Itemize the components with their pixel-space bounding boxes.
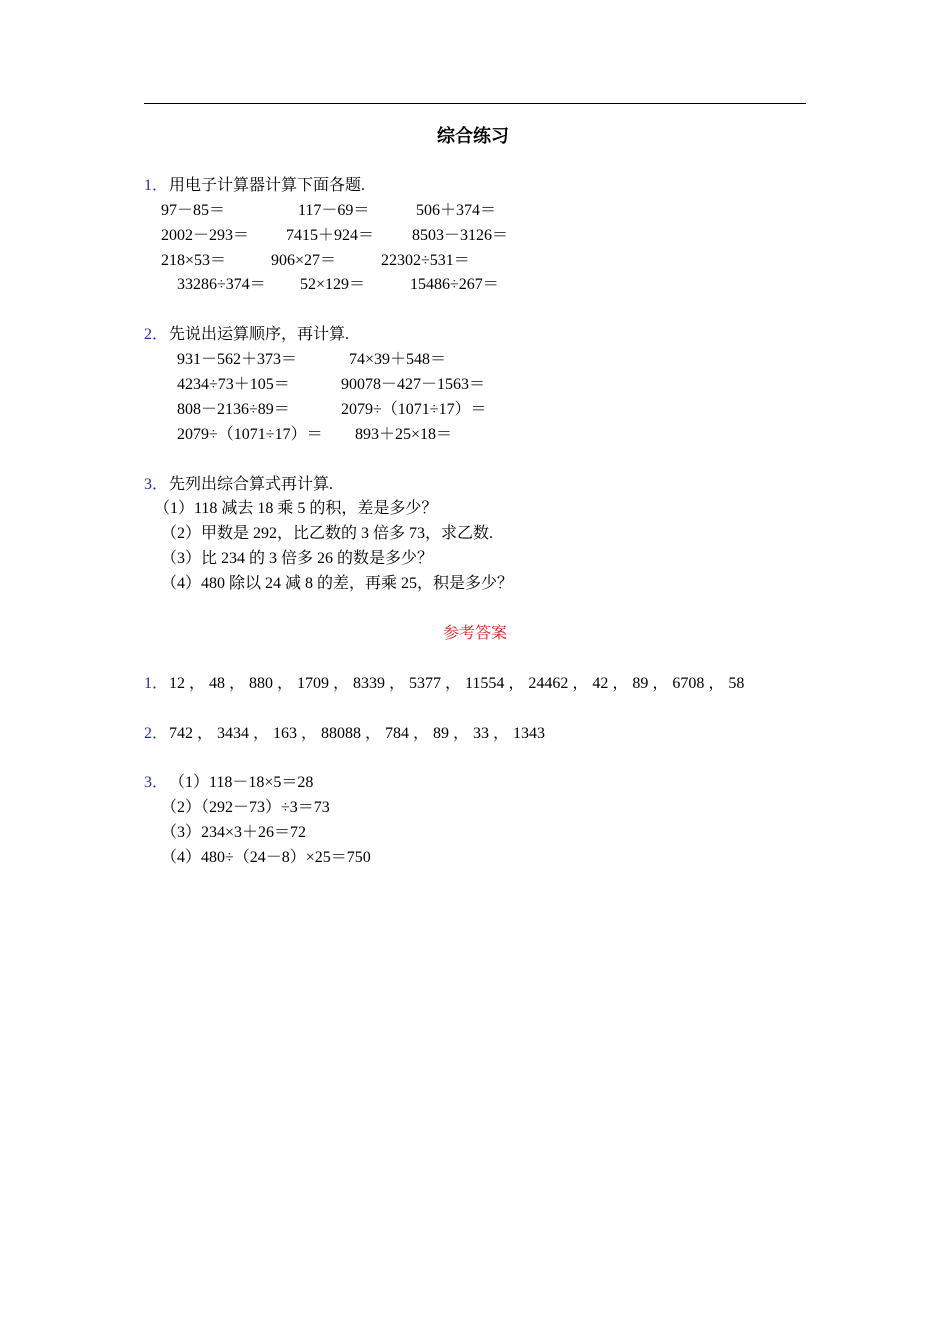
sub-question: （3）比 234 的 3 倍多 26 的数是多少？ xyxy=(161,550,434,567)
expression: 808－2136÷89＝ xyxy=(177,401,290,418)
expression: 74×39＋548＝ xyxy=(349,351,447,368)
expression: 15486÷267＝ xyxy=(410,276,499,293)
expression: 52×129＝ xyxy=(300,276,366,293)
sub-question: （2）甲数是 292，比乙数的 3 倍多 73，求乙数. xyxy=(161,525,494,542)
question-number: 1． xyxy=(144,177,169,194)
answer-number: 3． xyxy=(144,774,169,791)
sub-question: （1）118 减去 18 乘 5 的积，差是多少？ xyxy=(154,500,438,517)
expression: 2079÷（1071÷17）＝ xyxy=(341,401,487,418)
answers-heading: 参考答案 xyxy=(443,625,508,642)
answer-number: 2． xyxy=(144,725,169,742)
expression: 22302÷531＝ xyxy=(381,252,470,269)
answer-text: 742 ， 3434 ， 163 ， 88088 ， 784 ， 89 ， 33 ， 1343 xyxy=(169,725,546,742)
page-title: 综合练习 xyxy=(437,126,509,146)
question-prompt: 先说出运算顺序，再计算. xyxy=(169,326,350,343)
question-number: 3． xyxy=(144,476,169,493)
question-number: 2． xyxy=(144,326,169,343)
answer-line: （3）234×3＋26＝72 xyxy=(161,824,307,841)
answer-line: （4）480÷（24－8）×25＝750 xyxy=(161,849,371,866)
expression: 117－69＝ xyxy=(298,202,370,219)
expression: 218×53＝ xyxy=(161,252,227,269)
expression: 906×27＝ xyxy=(271,252,337,269)
expression: 506＋374＝ xyxy=(416,202,497,219)
expression: 931－562＋373＝ xyxy=(177,351,298,368)
answer-line: （1）118－18×5＝28 xyxy=(169,774,314,791)
header-rule xyxy=(144,103,806,104)
answer-number: 1． xyxy=(144,675,169,692)
expression: 90078－427－1563＝ xyxy=(341,376,486,393)
expression: 8503－3126＝ xyxy=(412,227,509,244)
expression: 33286÷374＝ xyxy=(177,276,266,293)
expression: 2002－293＝ xyxy=(161,227,250,244)
answer-text: 12 ， 48 ， 880 ， 1709 ， 8339 ， 5377 ， 11554 ， 24462 ， 42 ， 89 ， 6708 ， 58 xyxy=(169,675,745,692)
expression: 4234÷73＋105＝ xyxy=(177,376,290,393)
expression: 893＋25×18＝ xyxy=(355,426,453,443)
question-prompt: 用电子计算器计算下面各题. xyxy=(169,177,366,194)
sub-question: （4）480 除以 24 减 8 的差，再乘 25，积是多少？ xyxy=(161,575,514,592)
expression: 97－85＝ xyxy=(161,202,226,219)
expression: 7415＋924＝ xyxy=(286,227,375,244)
expression: 2079÷（1071÷17）＝ xyxy=(177,426,323,443)
answer-line: （2）（292－73）÷3＝73 xyxy=(161,799,330,816)
question-prompt: 先列出综合算式再计算. xyxy=(169,476,334,493)
